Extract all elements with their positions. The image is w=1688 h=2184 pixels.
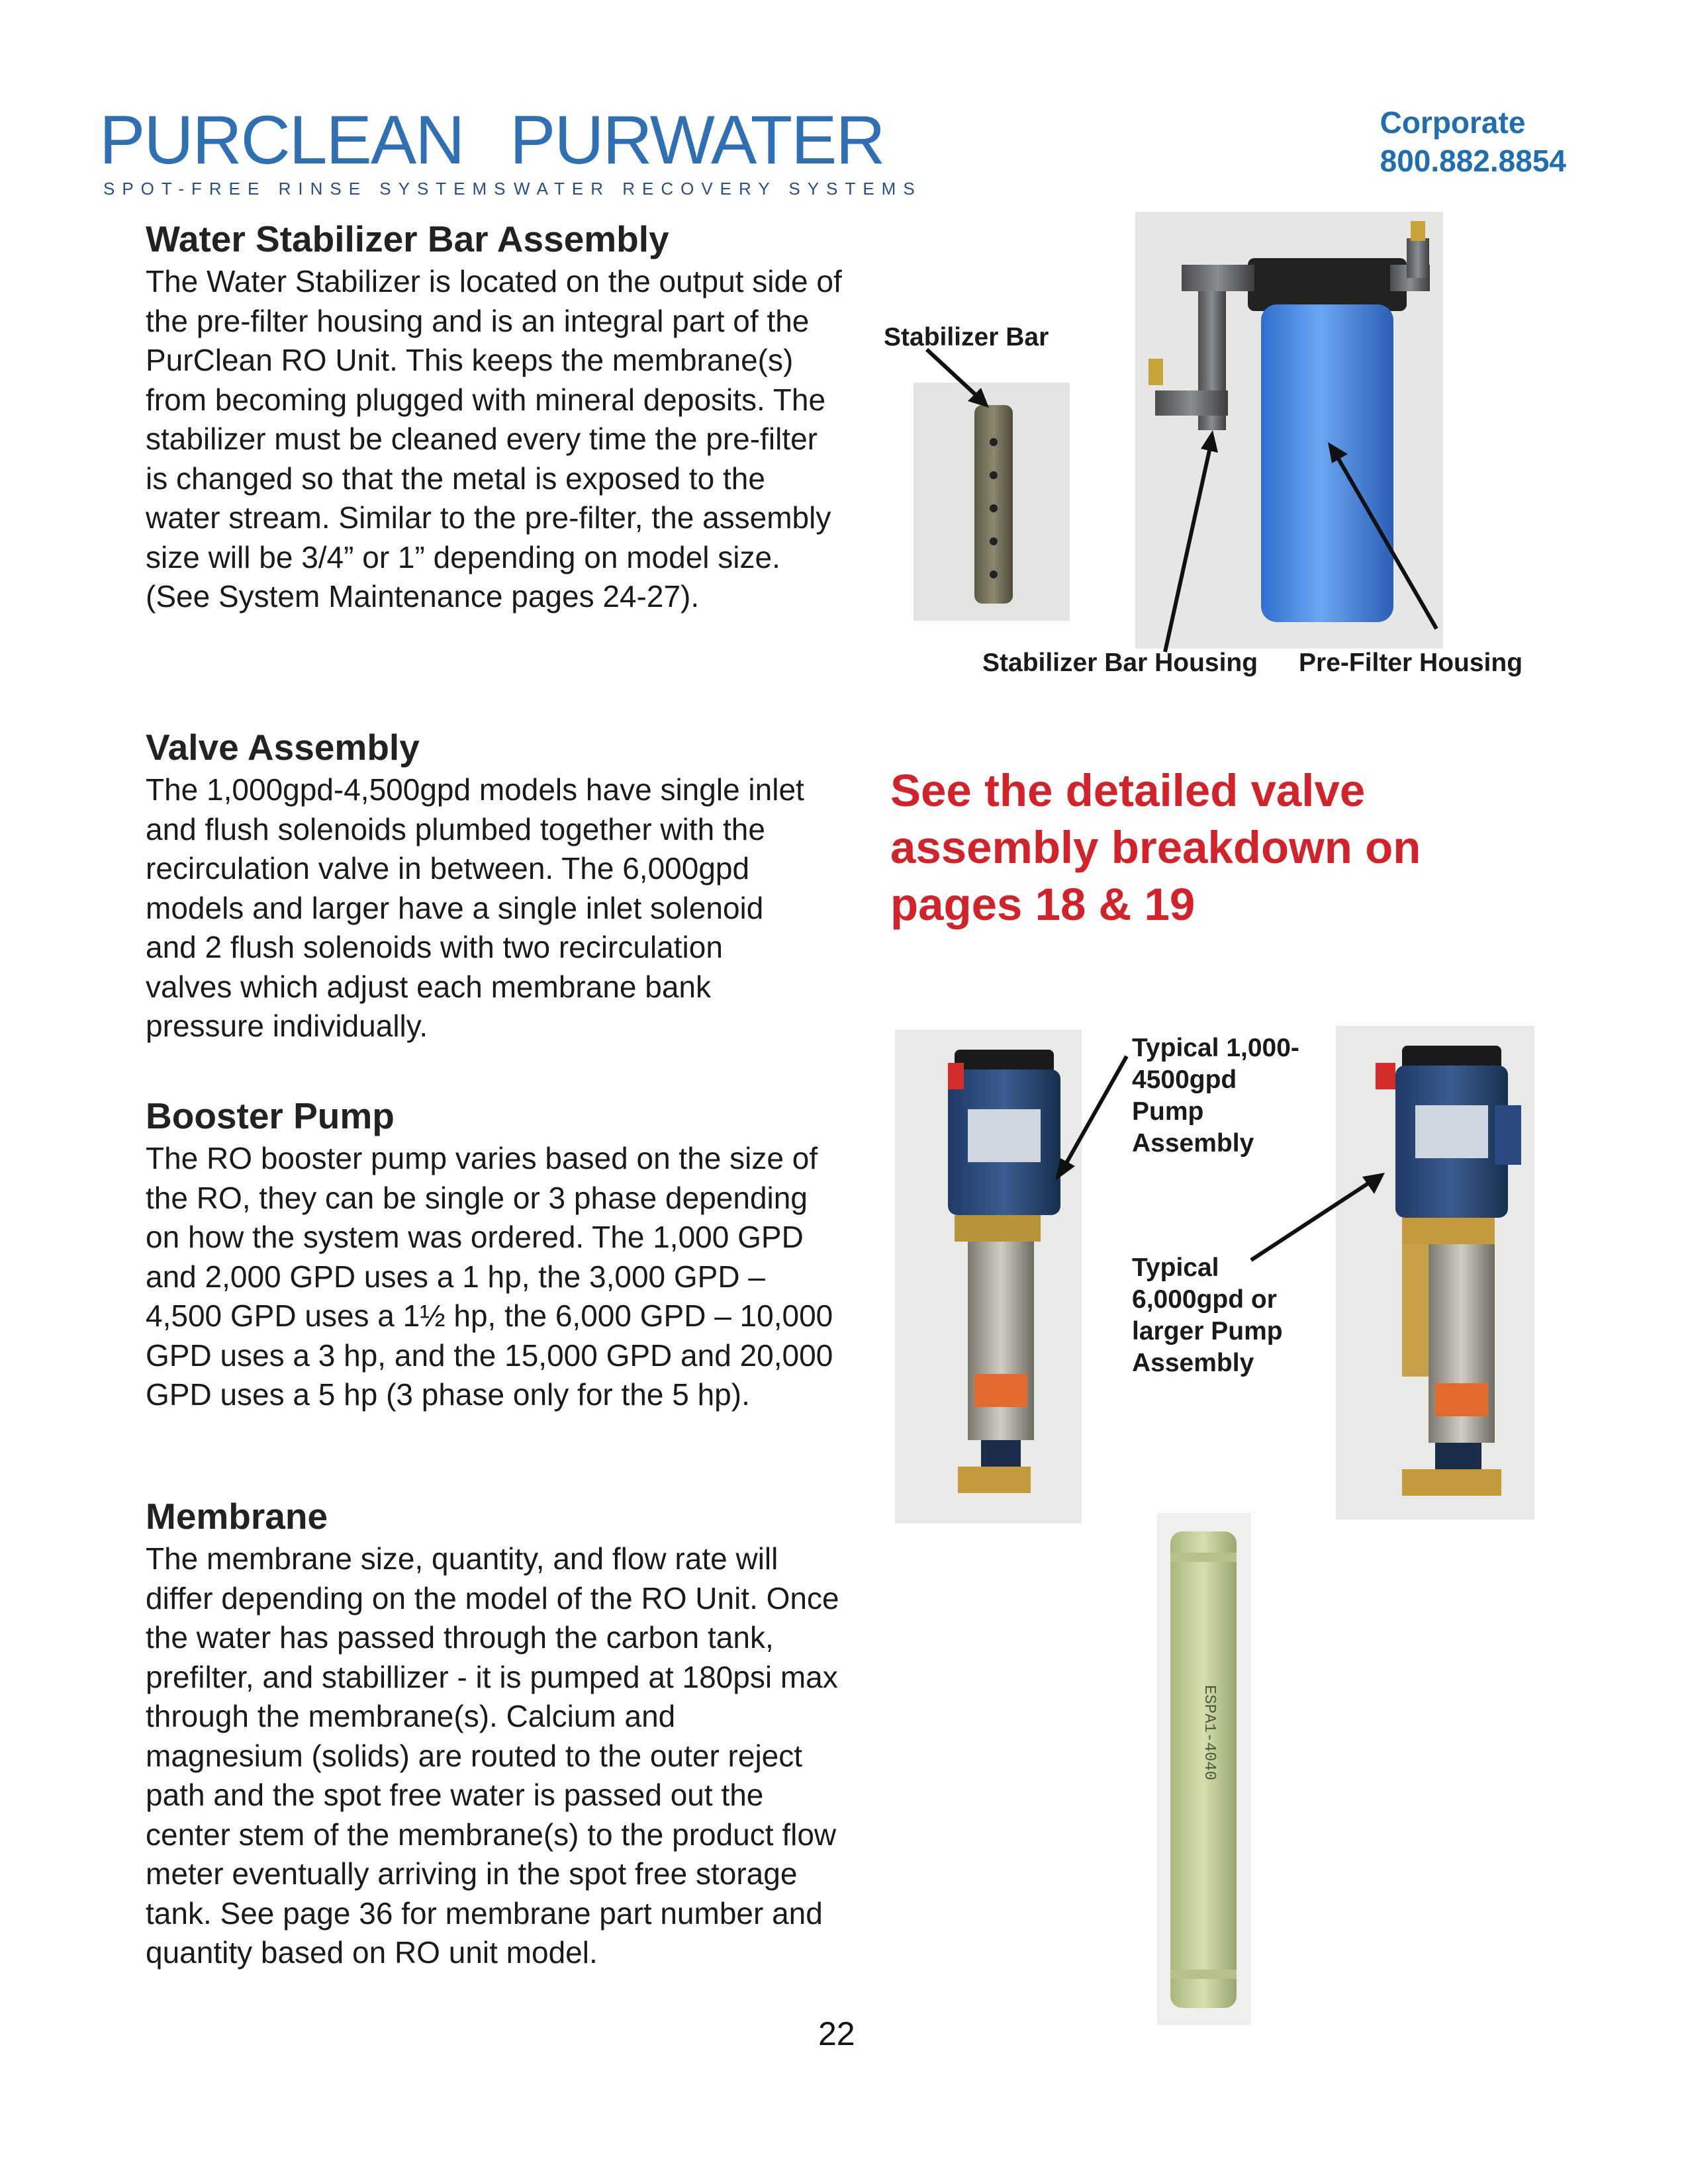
logo-purwater-tagline: WATER RECOVERY SYSTEMS (514, 179, 922, 199)
arrow-pump-small (1050, 1052, 1136, 1185)
page-number: 22 (818, 2015, 855, 2052)
pump-title: Booster Pump (146, 1095, 395, 1136)
caption-stabilizer-bar: Stabilizer Bar (884, 323, 1049, 351)
stabilizer-bar-photo (914, 383, 1070, 621)
membrane-body: The membrane size, quantity, and flow rate will differ depending on the model of the RO Unit. Once the water has passed through the carbon tank, prefilter, and stabillizer - it is pumped at 180psi max through the membrane(s). Calcium and magnesium (solids) are routed to the outer reject path and the spot free water is passed out the center stem of the membrane(s) to the product flow meter eventually arriving in the spot free storage tank. See page 36 for membrane part number and quantity based on RO unit model. (146, 1541, 839, 1970)
logo-purclean-tagline: SPOT-FREE RINSE SYSTEMS (103, 179, 513, 199)
membrane-part-label: ESPA1-4040 (1200, 1685, 1218, 1781)
arrow-stabilizer-housing (1152, 424, 1231, 662)
pump-large-photo (1336, 1026, 1534, 1520)
membrane-title: Membrane (146, 1496, 328, 1537)
membrane-photo (1157, 1513, 1251, 2025)
logo-purwater-word: PURWATER (510, 102, 884, 179)
pump-large-illustration (1336, 1026, 1534, 1520)
stabilizer-title: Water Stabilizer Bar Assembly (146, 218, 669, 259)
corporate-phone[interactable]: 800.882.8854 (1380, 144, 1566, 178)
caption-stabilizer-bar-housing: Stabilizer Bar Housing (982, 649, 1258, 677)
pump-body: The RO booster pump varies based on the size of the RO, they can be single or 3 phase depending on how the system was ordered. The 1,000 GPD and 2,000 GPD uses a 1 hp, the 3,000 GPD – 4,500 GPD uses a 1½ hp, the 6,000 GPD – 10,000 GPD uses a 3 hp, and the 15,000 GPD and 20,000 GPD uses a 5 hp (3 phase only for the 5 hp). (146, 1141, 833, 1412)
valve-breakdown-callout[interactable]: See the detailed valve assembly breakdown on pages 18 & 19 (890, 765, 1421, 930)
logo-purclean (99, 102, 513, 199)
arrow-prefilter-housing (1317, 437, 1450, 635)
arrow-pump-large (1244, 1167, 1390, 1267)
stabilizer-bar-illustration (914, 383, 1070, 621)
valve-title: Valve Assembly (146, 727, 420, 768)
corporate-contact (1380, 103, 1566, 180)
caption-pump-small: Typical 1,000-4500gpd Pump Assembly (1132, 1034, 1299, 1158)
valve-body: The 1,000gpd-4,500gpd models have single inlet and flush solenoids plumbed together with the recirculation valve in between. The 6,000gpd models and larger have a single inlet solenoid and 2 flush solenoids with two recirculation valves which adjust each membrane bank pressure individually. (146, 772, 804, 1043)
corporate-label: Corporate (1380, 105, 1526, 140)
logo-purclean-word: PURCLEAN (99, 102, 464, 179)
logo-purwater (510, 102, 922, 199)
stabilizer-body: The Water Stabilizer is located on the output side of the pre-filter housing and is an integral part of the PurClean RO Unit. This keeps the membrane(s) from becoming plugged with mineral deposits. The stabilizer must be cleaned every time the pre-filter is changed so that the metal is exposed to the water stream. Similar to the pre-filter, the assembly size will be 3/4” or 1” depending on model size. (See System Maintenance pages 24-27). (146, 264, 842, 614)
caption-pump-large: Typical 6,000gpd or larger Pump Assembly (1132, 1253, 1283, 1377)
arrow-stabilizer-bar (920, 344, 1000, 417)
caption-prefilter-housing: Pre-Filter Housing (1299, 649, 1523, 677)
